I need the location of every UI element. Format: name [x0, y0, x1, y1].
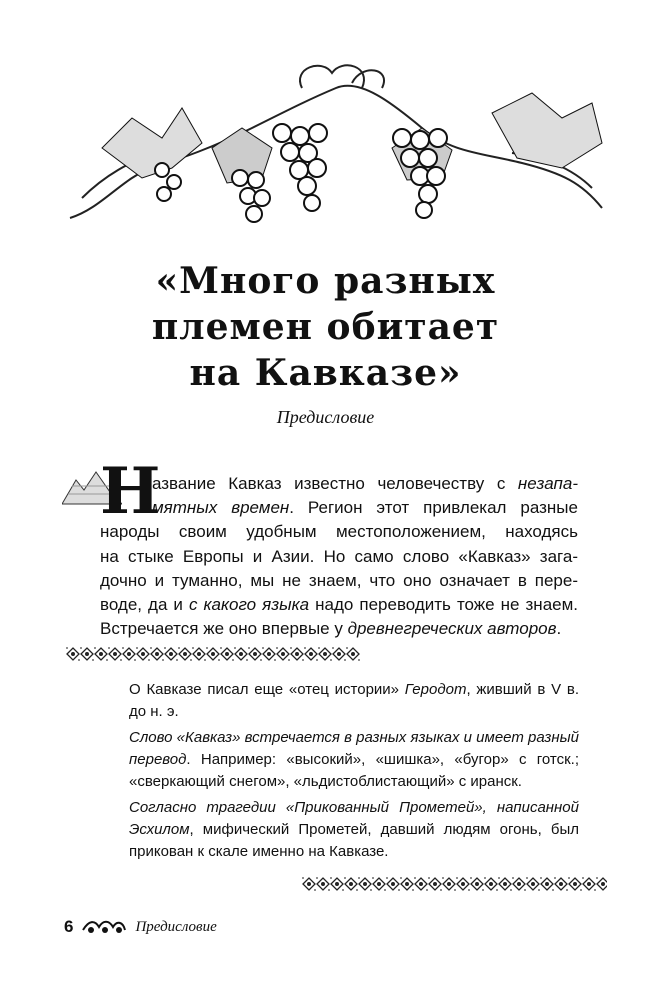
- text-run: , живший в V в. до н. э.: [129, 681, 579, 720]
- intro-line: [100, 617, 578, 641]
- intro-paragraph: [100, 472, 578, 641]
- running-head: Предисловие: [135, 918, 217, 935]
- title-line-1: «Много разных: [155, 260, 496, 302]
- italic-run: Согласно трагедии «Прикованный Прометей», написанной Эсхилом: [129, 799, 579, 838]
- text-run: надо переводить тоже не знаем.: [309, 595, 579, 615]
- intro-line: [100, 472, 578, 496]
- italic-run: с какого языка: [188, 595, 310, 615]
- title-line-2: племен обитает: [151, 306, 500, 348]
- italic-run: Геродот: [404, 681, 467, 698]
- text-run: . Например: «высокий», «шишка», «бугор» с готск.; «сверкающий снегом», «льдистоблистающий» с иранск.: [129, 751, 579, 790]
- page-title: [60, 258, 591, 396]
- section-subtitle: Предисловие: [276, 407, 375, 427]
- text-run: , мифический Прометей, давший людям огонь, был прикован к скале именно на Кавказе.: [129, 821, 579, 860]
- text-run: воде, да и: [100, 595, 189, 615]
- intro-line: на стыке Европы и Азии. Но само слово «Кавказ» зага-: [100, 546, 578, 566]
- dropcap-letter: Н: [100, 454, 161, 529]
- italic-run: незапа-: [517, 474, 578, 493]
- intro-line: [100, 496, 578, 520]
- text-run: .: [556, 619, 562, 639]
- text-run: Встречается же оно впервые у: [100, 619, 348, 639]
- intro-line: [100, 593, 578, 617]
- text-run: О Кавказе писал еще «отец истории»: [129, 681, 405, 698]
- intro-line: народы своим удобным местоположением, находясь: [100, 522, 578, 542]
- sidebar-note: [129, 679, 579, 867]
- grapevine-ornament-icon: [62, 58, 610, 233]
- ornamental-border-icon: [302, 877, 607, 891]
- intro-line: дочно и туманно, мы не знаем, что оно означает в пере-: [100, 570, 578, 590]
- text-run: . Регион этот привлекал разные: [289, 498, 578, 518]
- text-run: азвание Кавказ известно человечеству с: [152, 474, 518, 493]
- sidebar-paragraph: [129, 797, 579, 863]
- italic-run: древнегреческих авторов: [347, 619, 557, 639]
- sidebar-paragraph: [129, 679, 579, 723]
- footer-ornament-icon: [81, 918, 127, 936]
- italic-run: Слово «Кавказ» встречается в разных языках и имеет разный перевод: [129, 729, 579, 768]
- page-number: 6: [64, 917, 74, 936]
- ornamental-border-icon: [66, 647, 360, 661]
- page-footer: [64, 914, 217, 940]
- italic-run: мятных времен: [152, 498, 290, 518]
- title-line-3: на Кавказе»: [189, 352, 462, 394]
- sidebar-paragraph: [129, 727, 579, 793]
